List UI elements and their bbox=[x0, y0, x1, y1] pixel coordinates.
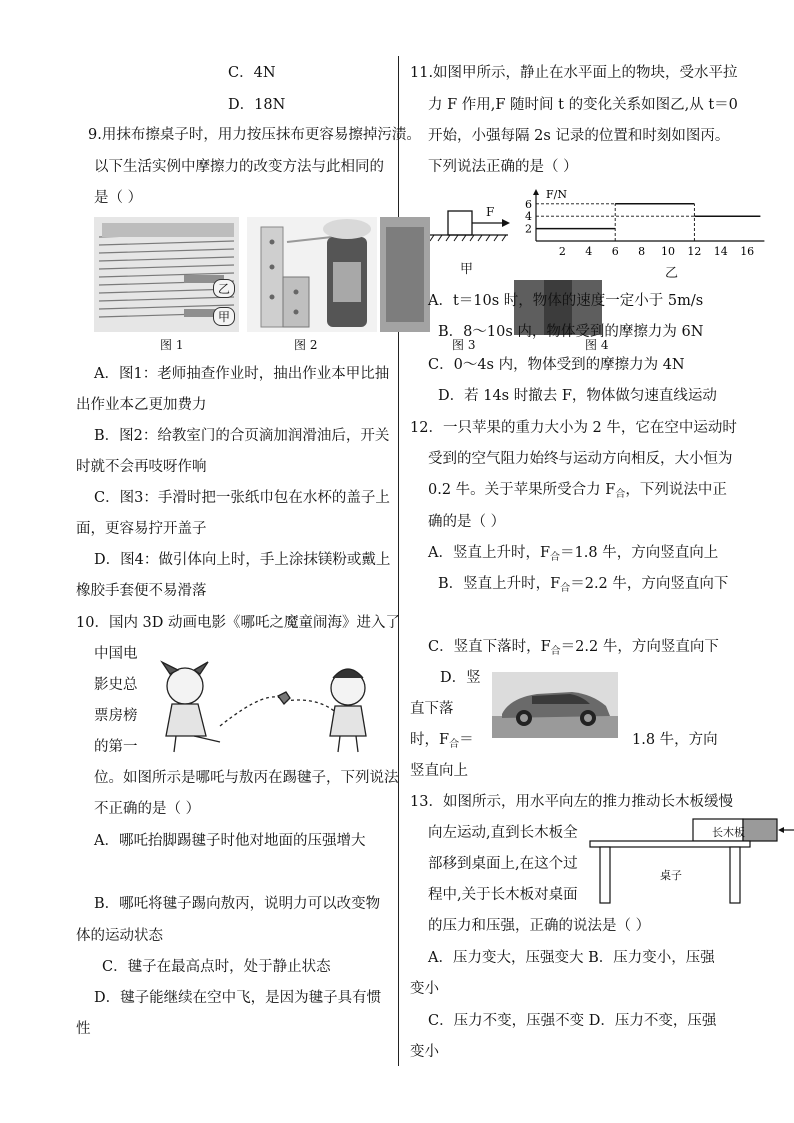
q10-stem-line1: 10．国内 3D 动画电影《哪吒之魔童闹海》进入了 bbox=[76, 615, 401, 631]
chart-x-tick-label: 2 bbox=[558, 245, 566, 258]
q11-option-c: C．0～4s 内，物体受到的摩擦力为 4N bbox=[428, 357, 685, 373]
chart-y-tick-label: 6 bbox=[525, 197, 532, 211]
chart-x-tick-label: 16 bbox=[740, 245, 755, 258]
q10-option-a: A．哪吒抬脚踢毽子时他对地面的压强增大 bbox=[94, 833, 366, 849]
q13-table-board-figure bbox=[588, 815, 794, 905]
q10-stem-line7: 不正确的是（ ） bbox=[94, 801, 201, 817]
q9-stem-line3: 是（ ） bbox=[94, 190, 143, 206]
q12-option-d-line5: 竖直向上 bbox=[410, 763, 468, 779]
figure-3-cup-photo bbox=[380, 217, 430, 332]
q11-stem-line2: 力 F 作用,F 随时间 t 的变化关系如图乙,从 t＝0 bbox=[428, 97, 738, 113]
q12-option-c: C．竖直下落时，$F_合=2.2$ 牛，方向竖直向下 bbox=[428, 639, 719, 657]
q13-option-cd-line2: 变小 bbox=[410, 1044, 439, 1060]
q11-figure-yi-chart bbox=[516, 186, 794, 266]
q12-stem-line1: 12．一只苹果的重力大小为 2 牛，它在空中运动时 bbox=[410, 420, 737, 436]
q11-figure-jia-caption: 甲 bbox=[460, 262, 474, 277]
q12-option-b: B．竖直上升时，$F_合=2.2$ 牛，方向竖直向下 bbox=[438, 576, 729, 594]
q13-option-ab-line2: 变小 bbox=[410, 981, 439, 997]
column-divider bbox=[398, 56, 399, 1066]
q10-option-b-line1: B．哪吒将毽子踢向敖丙，说明力可以改变物 bbox=[94, 896, 381, 912]
q13-stem-line4: 程中,关于长木板对桌面 bbox=[428, 887, 578, 903]
q11-stem-line1: 11.如图甲所示，静止在水平面上的物块，受水平拉 bbox=[410, 65, 738, 81]
q13-option-ab: A．压力变大，压强变大 B．压力变小，压强 bbox=[428, 950, 715, 966]
figure-3-caption: 图 3 bbox=[452, 338, 476, 352]
q9-option-d-line2: 橡胶手套便不易滑落 bbox=[76, 583, 207, 599]
q12-stem-line3: 0.2 牛。关于苹果所受合力 $F_合$，下列说法中正 bbox=[428, 482, 727, 500]
q9-option-d-line1: D．图4：做引体向上时，手上涂抹镁粉或戴上 bbox=[94, 552, 391, 568]
q11-force-label: F bbox=[486, 205, 495, 219]
q11-stem-line4: 下列说法正确的是（ ） bbox=[428, 159, 578, 175]
q12-stem-line4: 确的是（ ） bbox=[428, 514, 506, 530]
chart-y-tick-label: 4 bbox=[525, 210, 532, 224]
q10-stem-line5: 的第一 bbox=[94, 739, 138, 755]
chart-y-axis-label: F/N bbox=[546, 188, 567, 201]
q13-option-cd: C．压力不变，压强不变 D．压力不变，压强 bbox=[428, 1013, 717, 1029]
q11-option-d: D．若 14s 时撤去 F，物体做匀速直线运动 bbox=[438, 388, 717, 404]
figure-2-caption: 图 2 bbox=[294, 338, 318, 352]
q10-option-b-line2: 体的运动状态 bbox=[76, 928, 163, 944]
q11-option-b: B．8～10s 内，物体受到的摩擦力为 6N bbox=[438, 324, 704, 340]
q9-option-b-line2: 时就不会再吱呀作响 bbox=[76, 459, 207, 475]
q9-option-c-line1: C．图3：手滑时把一张纸巾包在水杯的盖子上 bbox=[94, 490, 390, 506]
q10-stem-line4: 票房榜 bbox=[94, 708, 138, 724]
q13-board-label: 长木板 bbox=[712, 826, 745, 839]
q12-option-d-line2: 直下落 bbox=[410, 701, 454, 717]
chart-x-tick-label: 10 bbox=[661, 245, 675, 258]
chart-x-tick-label: 14 bbox=[713, 245, 728, 258]
figure-1-label-yi: 乙 bbox=[213, 279, 235, 298]
chart-x-tick-label: 12 bbox=[687, 245, 702, 258]
q8-option-d: D．18N bbox=[228, 97, 286, 113]
q11-stem-line3: 开始，小强每隔 2s 记录的位置和时刻如图丙。 bbox=[428, 128, 730, 144]
q9-option-c-line2: 面，更容易拧开盖子 bbox=[76, 521, 207, 537]
q13-stem-line1: 13．如图所示，用水平向左的推力推动长木板缓慢 bbox=[410, 794, 733, 810]
q10-stem-line3: 影史总 bbox=[94, 677, 138, 693]
q12-option-a: A．竖直上升时，$F_合=1.8$ 牛，方向竖直向上 bbox=[428, 545, 719, 563]
figure-1-label-jia: 甲 bbox=[213, 307, 235, 326]
q9-option-a-line2: 出作业本乙更加费力 bbox=[76, 397, 207, 413]
figure-4-caption: 图 4 bbox=[585, 338, 609, 352]
chart-x-tick-label: 8 bbox=[638, 245, 646, 258]
q10-stem-line2: 中国电 bbox=[94, 646, 138, 662]
q13-table-label: 桌子 bbox=[660, 869, 682, 882]
q12-option-d-line4: 1.8 牛，方向 bbox=[632, 732, 718, 748]
q11-figure-yi-caption: 乙 bbox=[665, 266, 679, 281]
q12-stem-line2: 受到的空气阻力始终与运动方向相反，大小恒为 bbox=[428, 451, 733, 467]
chart-y-tick-label: 2 bbox=[525, 222, 532, 236]
q8-option-c: C．4N bbox=[228, 65, 276, 81]
q13-stem-line3: 部移到桌面上,在这个过 bbox=[428, 856, 578, 872]
q10-shuttlecock-cartoon bbox=[150, 656, 380, 756]
q10-stem-line6: 位。如图所示是哪吒与敖丙在踢毽子，下列说法 bbox=[94, 770, 399, 786]
q10-option-d-line1: D．毽子能继续在空中飞，是因为毽子具有惯 bbox=[94, 990, 382, 1006]
q10-option-d-line2: 性 bbox=[76, 1021, 91, 1037]
chart-x-tick-label: 6 bbox=[611, 245, 619, 258]
figure-2-door-hinge bbox=[247, 217, 377, 332]
q9-option-a-line1: A．图1：老师抽查作业时，抽出作业本甲比抽 bbox=[94, 366, 390, 382]
q12-option-d-line1: D．竖 bbox=[440, 670, 481, 686]
q11-option-a: A．t＝10s 时，物体的速度一定小于 5m/s bbox=[428, 293, 704, 309]
q13-stem-line2: 向左运动,直到长木板全 bbox=[428, 825, 578, 841]
q9-stem-line1: 9.用抹布擦桌子时，用力按压抹布更容易擦掉污渍。 bbox=[88, 127, 421, 143]
q9-stem-line2: 以下生活实例中摩擦力的改变方法与此相同的 bbox=[94, 159, 384, 175]
q9-option-b-line1: B．图2：给教室门的合页滴加润滑油后，开关 bbox=[94, 428, 390, 444]
chart-y-arrow bbox=[533, 189, 539, 195]
q10-option-c: C．毽子在最高点时，处于静止状态 bbox=[102, 959, 331, 975]
q12-car-photo bbox=[492, 672, 618, 738]
figure-1-caption: 图 1 bbox=[160, 338, 184, 352]
chart-x-tick-label: 4 bbox=[585, 245, 593, 258]
q13-stem-line5: 的压力和压强，正确的说法是（ ） bbox=[428, 918, 651, 934]
q12-option-d-line3: 时，$F_合=$ bbox=[410, 732, 474, 750]
